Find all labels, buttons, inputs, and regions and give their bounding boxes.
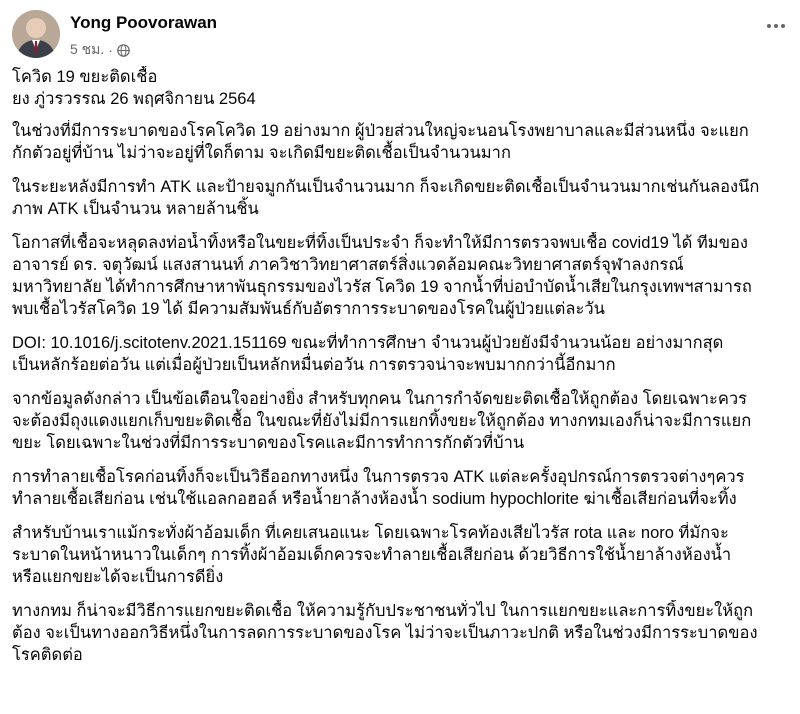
paragraph — [12, 232, 796, 320]
post-time[interactable]: 5 ชม. — [70, 41, 105, 57]
text-line: อาจารย์ ดร. จตุวัฒน์ แสงสานนท์ ภาควิชาวิทยาศาสตร์สิ่งแวดล้อมคณะวิทยาศาสตร์จุฬาลงกรณ์ — [12, 256, 684, 274]
paragraph — [12, 522, 796, 588]
text-line: โรคติดต่อ — [12, 646, 83, 664]
text-line: การทำลายเชื้อโรคก่อนทิ้งก็จะเป็นวิธีออกทางหนึ่ง ในการตรวจ ATK แต่ละครั้งอุปกรณ์การตรวจต่างๆควร — [12, 468, 745, 486]
text-line: กักตัวอยู่ที่บ้าน ไม่ว่าจะอยู่ที่ใดก็ตาม จะเกิดมีขยะติดเชื้อเป็นจำนวนมาก — [12, 144, 511, 162]
text-line: ภาพ ATK เป็นจำนวน หลายล้านชิ้น — [12, 200, 259, 218]
text-line: สำหรับบ้านเราแม้กระทั่งผ้าอ้อมเด็ก ที่เคยเสนอแนะ โดยเฉพาะโรคท้องเสียไวรัส rota และ noro ที่มักจะ — [12, 524, 729, 542]
post-meta — [70, 39, 130, 61]
text-line: ต้อง จะเป็นทางออกวิธีหนึ่งในการลดการระบาดของโรค ไม่ว่าจะเป็นภาวะปกติ หรือในช่วงมีการระบาดของ — [12, 624, 758, 642]
post-content — [12, 66, 796, 678]
text-line: หรือแยกขยะได้จะเป็นการดียิ่ง — [12, 568, 224, 586]
text-line: มหาวิทยาลัย ได้ทำการศึกษาหาพันธุกรรมของไวรัส โควิด 19 จากน้ำที่บ่อบำบัดน้ำเสียในกรุงเทพฯสามารถ — [12, 278, 752, 296]
text-line: ทำลายเชื้อเสียก่อน เช่นใช้แอลกอฮอล์ หรือน้ำยาล้างห้องน้ำ sodium hypochlorite ฆ่าเชื้อเสียก่อนที่จะทิ้ง — [12, 490, 737, 508]
text-line: ในช่วงที่มีการระบาดของโรคโควิด 19 อย่างมาก ผู้ป่วยส่วนใหญ่จะนอนโรงพยาบาลและมีส่วนหนึ่ง จะแยก — [12, 122, 749, 140]
paragraph — [12, 600, 796, 666]
title-line: โควิด 19 ขยะติดเชื้อ — [12, 68, 158, 86]
paragraph — [12, 120, 796, 164]
paragraph — [12, 176, 796, 220]
author-name[interactable]: Yong Poovorawan — [70, 13, 218, 32]
text-line: เป็นหลักร้อยต่อวัน แต่เมื่อผู้ป่วยเป็นหลักหมื่นต่อวัน การตรวจน่าจะพบมากกว่านี้อีกมาก — [12, 356, 616, 374]
text-line: พบเชื้อไวรัสโควิด 19 ได้ มีความสัมพันธ์กับอัตราการระบาดของโรคในผู้ป่วยแต่ละวัน — [12, 300, 605, 318]
paragraph — [12, 466, 796, 510]
text-line: โอกาสที่เชื้อจะหลุดลงท่อน้ำทิ้งหรือในขยะที่ทิ้งเป็นประจำ ก็จะทำให้มีการตรวจพบเชื้อ covid19 ได้ ทีมของ — [12, 234, 748, 252]
text-line: จากข้อมูลดังกล่าว เป็นข้อเตือนใจอย่างยิ่ง สำหรับทุกคน ในการกำจัดขยะติดเชื้อให้ถูกต้อง โดยเฉพาะควร — [12, 390, 748, 408]
more-dots-icon — [767, 24, 771, 28]
globe-icon[interactable] — [117, 44, 130, 57]
text-line: จะต้องมีถุงแดงแยกเก็บขยะติดเชื้อ ในขณะที่ยังไม่มีการแยกทิ้งขยะให้ถูกต้อง ทางกทมเองก็น่าจะมีการแยก — [12, 412, 752, 430]
post-title — [12, 66, 796, 110]
text-line: ระบาดในหน้าหนาวในเด็กๆ การทิ้งผ้าอ้อมเด็กควรจะทำลายเชื้อเสียก่อน ด้วยวิธีการใช้น้ำยาล้างห้องน้ำ — [12, 546, 732, 564]
byline: ยง ภู่วรวรรณ 26 พฤศจิกายน 2564 — [12, 90, 256, 108]
more-options-button[interactable] — [760, 16, 792, 36]
text-line: ในระยะหลังมีการทำ ATK และป้ายจมูกกันเป็นจำนวนมาก ก็จะเกิดขยะติดเชื้อเป็นจำนวนมากเช่นกันลองนึก — [12, 178, 760, 196]
paragraph — [12, 388, 796, 454]
avatar[interactable] — [12, 10, 60, 58]
meta-separator: · — [108, 42, 113, 58]
paragraph — [12, 332, 796, 376]
post-header — [12, 10, 792, 62]
text-line: DOI: 10.1016/j.scitotenv.2021.151169 ขณะที่ทำการศึกษา จำนวนผู้ป่วยยังมีจำนวนน้อย อย่างมากสุด — [12, 334, 724, 352]
text-line: ทางกทม ก็น่าจะมีวิธีการแยกขยะติดเชื้อ ให้ความรู้กับประชาชนทั่วไป ในการแยกขยะและการทิ้งขยะให้ถูก — [12, 602, 754, 620]
avatar-image — [12, 10, 60, 58]
text-line: ขยะ โดยเฉพาะในช่วงที่มีการระบาดของโรคและมีการทำการกักตัวที่บ้าน — [12, 434, 525, 452]
